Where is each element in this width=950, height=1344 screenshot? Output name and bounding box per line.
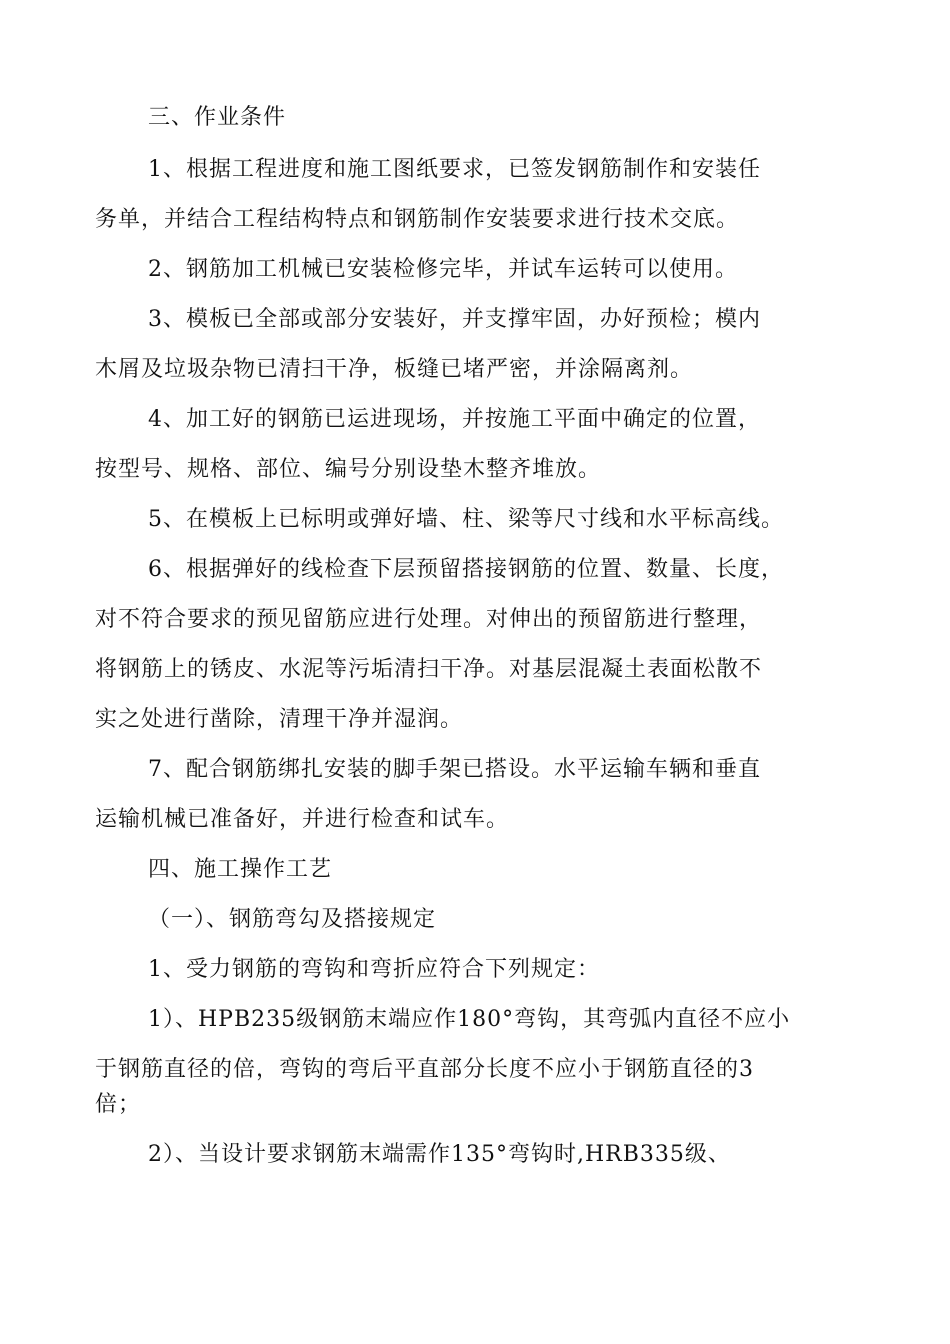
paragraph-line: 对不符合要求的预见留筋应进行处理。对伸出的预留筋进行整理， [95,607,763,632]
paragraph-line: 务单，并结合工程结构特点和钢筋制作安装要求进行技术交底。 [95,207,740,232]
paragraph-line: 6、根据弹好的线检查下层预留搭接钢筋的位置、数量、长度， [148,557,784,582]
paragraph-line: 倍； [95,1092,142,1117]
subsection-heading: （一）、钢筋弯勾及搭接规定 [148,907,437,932]
paragraph-line: 7、配合钢筋绑扎安装的脚手架已搭设。水平运输车辆和垂直 [148,757,761,782]
section-heading-3: 三、作业条件 [148,105,287,130]
paragraph-line: 木屑及垃圾杂物已清扫干净，板缝已堵严密，并涂隔离剂。 [95,357,694,382]
paragraph-line: 4、加工好的钢筋已运进现场，并按施工平面中确定的位置， [148,407,761,432]
section-heading-4: 四、施工操作工艺 [148,857,333,882]
paragraph-line: 于钢筋直径的倍，弯钩的弯后平直部分长度不应小于钢筋直径的3 [95,1057,754,1082]
paragraph-line: 运输机械已准备好，并进行检查和试车。 [95,807,510,832]
paragraph-line: 1）、HPB235级钢筋末端应作180°弯钩，其弯弧内直径不应小 [148,1007,791,1032]
paragraph-line: 5、在模板上已标明或弹好墙、柱、梁等尺寸线和水平标高线。 [148,507,784,532]
paragraph-line: 3、模板已全部或部分安装好，并支撑牢固，办好预检；模内 [148,307,761,332]
paragraph-line: 实之处进行凿除，清理干净并湿润。 [95,707,464,732]
paragraph-line: 1、受力钢筋的弯钩和弯折应符合下列规定： [148,957,600,982]
paragraph-line: 2、钢筋加工机械已安装检修完毕，并试车运转可以使用。 [148,257,738,282]
paragraph-line: 将钢筋上的锈皮、水泥等污垢清扫干净。对基层混凝土表面松散不 [95,657,763,682]
paragraph-line: 按型号、规格、部位、编号分别设垫木整齐堆放。 [95,457,602,482]
paragraph-line: 2）、当设计要求钢筋末端需作135°弯钩时,HRB335级、 [148,1142,731,1167]
paragraph-line: 1、根据工程进度和施工图纸要求，已签发钢筋制作和安装任 [148,157,761,182]
